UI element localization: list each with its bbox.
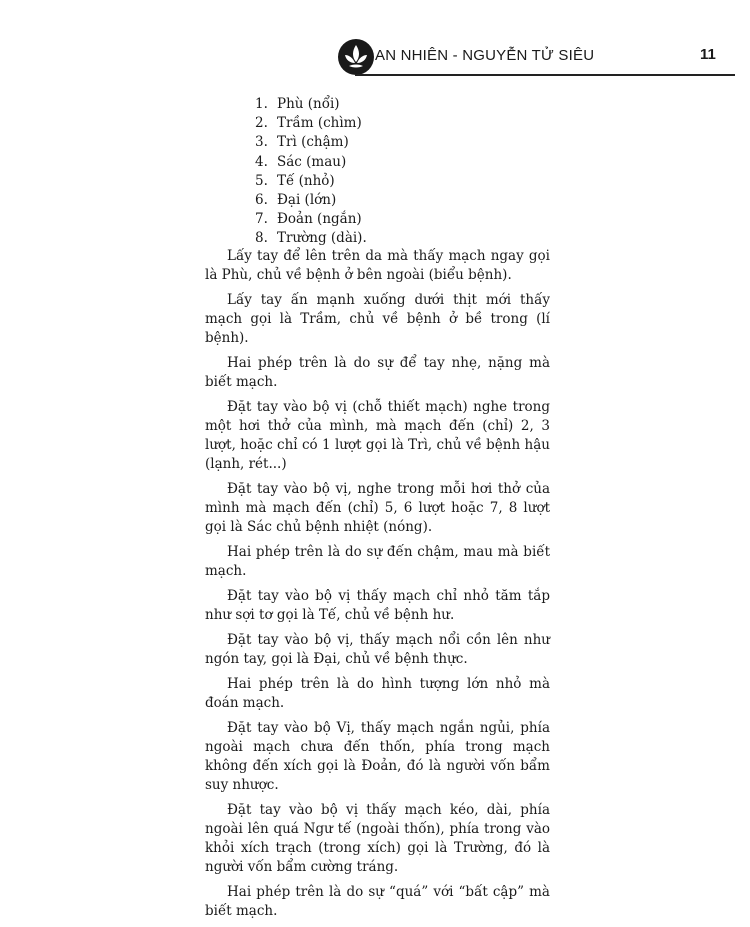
list-item bbox=[255, 114, 367, 133]
list-item bbox=[255, 229, 367, 248]
paragraph: Đặt tay vào bộ vị, nghe trong mỗi hơi thở của mình mà mạch đến (chỉ) 5, 6 lượt hoặc 7, 8 lượt gọi là Sác chủ bệnh nhiệt (nóng). bbox=[205, 481, 550, 535]
list-item bbox=[255, 133, 367, 152]
list-item bbox=[255, 172, 367, 191]
list-text: Tế (nhỏ) bbox=[277, 172, 335, 189]
list-number: 6. bbox=[255, 192, 268, 209]
paragraph: Hai phép trên là do sự đến chậm, mau mà biết mạch. bbox=[205, 544, 550, 579]
list-number: 7. bbox=[255, 211, 268, 228]
list-item bbox=[255, 95, 367, 114]
pulse-type-list bbox=[255, 95, 367, 249]
list-text: Trầm (chìm) bbox=[277, 115, 362, 132]
paragraph: Đặt tay vào bộ Vị, thấy mạch ngắn ngủi, phía ngoài mạch chưa đến thốn, phía trong mạch không đến xích gọi là Đoản, đó là người vốn bẩm suy nhược. bbox=[205, 720, 550, 793]
paragraph: Đặt tay vào bộ vị thấy mạch chỉ nhỏ tăm tắp như sợi tơ gọi là Tế, chủ về bệnh hư. bbox=[205, 588, 550, 623]
paragraph: Đặt tay vào bộ vị (chỗ thiết mạch) nghe trong một hơi thở của mình, mà mạch đến (chỉ) 2, 3 lượt, hoặc chỉ có 1 lượt gọi là Trì, chủ về bệnh hậu (lạnh, rét...) bbox=[205, 399, 550, 472]
list-text: Phù (nổi) bbox=[277, 96, 340, 112]
list-text: Sác (mau) bbox=[277, 153, 347, 170]
paragraph: Lấy tay ấn mạnh xuống dưới thịt mới thấy mạch gọi là Trầm, chủ về bệnh ở bề trong (lí bệnh). bbox=[205, 292, 550, 346]
list-text: Trường (dài). bbox=[277, 230, 367, 247]
list-number: 8. bbox=[255, 230, 268, 247]
lotus-emblem-icon bbox=[337, 38, 375, 76]
list-number: 5. bbox=[255, 172, 268, 189]
running-header bbox=[180, 34, 716, 84]
paragraph: Hai phép trên là do hình tượng lớn nhỏ mà đoán mạch. bbox=[205, 676, 550, 711]
paragraph: Hai phép trên là do sự để tay nhẹ, nặng mà biết mạch. bbox=[205, 355, 550, 390]
paragraph: Hai phép trên là do sự “quá” với “bất cập” mà biết mạch. bbox=[205, 884, 550, 919]
body-text bbox=[205, 247, 550, 927]
header-rule bbox=[355, 74, 735, 76]
list-number: 4. bbox=[255, 153, 268, 170]
paragraph: Đặt tay vào bộ vị thấy mạch kéo, dài, phía ngoài lên quá Ngư tế (ngoài thốn), phía trong vào khỏi xích trạch (trong xích) gọi là Trường, đó là người vốn bẩm cường tráng. bbox=[205, 802, 550, 875]
paragraph: Đặt tay vào bộ vị, thấy mạch nổi cồn lên như ngón tay, gọi là Đại, chủ về bệnh thực. bbox=[205, 632, 550, 667]
list-text: Đoản (ngắn) bbox=[277, 211, 362, 228]
list-item bbox=[255, 191, 367, 210]
list-number: 2. bbox=[255, 115, 268, 132]
header-title: AN NHIÊN - NGUYỄN TỬ SIÊU bbox=[375, 47, 595, 64]
list-item bbox=[255, 153, 367, 172]
list-text: Trì (chậm) bbox=[277, 134, 349, 151]
list-item bbox=[255, 210, 367, 229]
list-text: Đại (lớn) bbox=[277, 192, 337, 209]
page-number: 11 bbox=[700, 46, 716, 63]
list-number: 1. bbox=[255, 96, 268, 112]
paragraph: Lấy tay để lên trên da mà thấy mạch ngay gọi là Phù, chủ về bệnh ở bên ngoài (biểu bệnh). bbox=[205, 248, 550, 283]
list-number: 3. bbox=[255, 134, 268, 151]
